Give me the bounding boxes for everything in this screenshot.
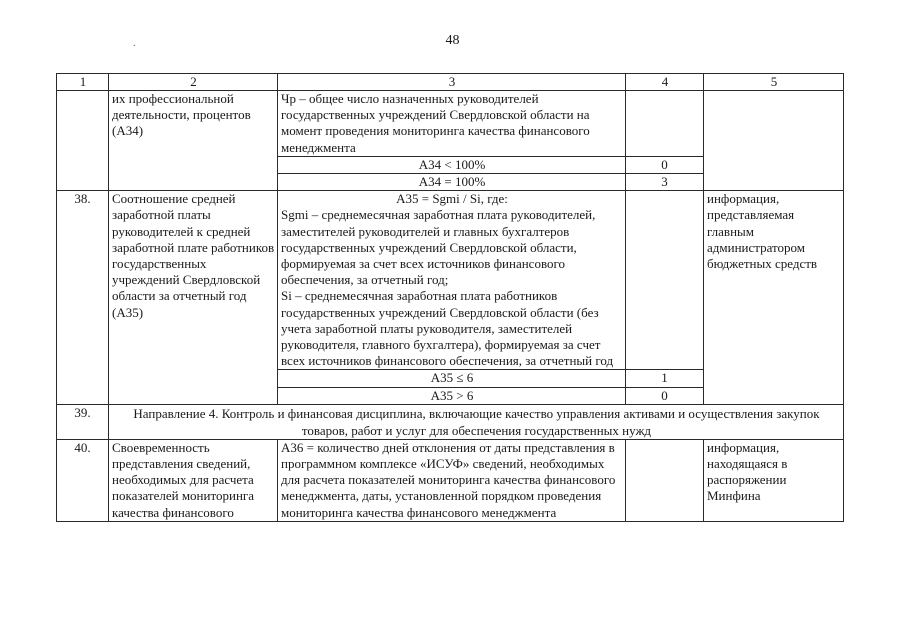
indicator-description-a35 [278, 191, 626, 370]
condition-a35-1: А35 ≤ 6 [278, 370, 626, 387]
page-number: 48 [445, 33, 460, 48]
section-heading: Направление 4. Контроль и финансовая дисциплина, включающие качество управления активами и осуществления закупок товаров, работ и услуг для обеспечения государственных нужд [109, 404, 844, 439]
table-row [57, 191, 844, 370]
condition-a34-2: А34 = 100% [278, 174, 626, 191]
condition-a34-1: А34 < 100% [278, 156, 626, 173]
formula-a35: А35 = Sgmi / Si, где: [396, 191, 508, 207]
indicator-description-a36: А36 = количество дней отклонения от даты представления в программном комплексе «ИСУФ» сведений, необходимых для расчета показателей мониторинга качества финансового менеджмента, даты, установленной порядком проведения мониторинга качества финансового менеджмента [278, 439, 626, 521]
table-row [57, 91, 844, 157]
score-a34-2: 3 [626, 174, 704, 191]
table-header-row [57, 74, 844, 91]
score-a34-1: 0 [626, 156, 704, 173]
indicators-table [56, 73, 844, 522]
header-col-2: 2 [109, 74, 278, 91]
row-number-40: 40. [57, 439, 109, 521]
score-a35-1: 1 [626, 370, 704, 387]
header-col-3: 3 [278, 74, 626, 91]
header-col-1: 1 [57, 74, 109, 91]
score-empty [626, 91, 704, 157]
stray-mark: . [133, 38, 136, 49]
score-a35-2: 0 [626, 387, 704, 404]
section-row [57, 404, 844, 439]
indicator-name-a36: Своевременность представления сведений, необходимых для расчета показателей мониторинга качества финансового [109, 439, 278, 521]
indicator-name-a35: Соотношение средней заработной платы руководителей к средней заработной плате работников государственных учреждений Свердловской области за отчетный год (А35) [109, 191, 278, 405]
row-number-39: 39. [57, 404, 109, 439]
definition-si: Si – среднемесячная заработная плата работников государственных учреждений Свердловской области (без учета заработной платы руководителя, заместителей руководителя, главного бухгалтера), формируемая за счет всех источников финансового обеспечения, за отчетный год [281, 288, 614, 369]
indicator-name-a34: их профессиональной деятельности, процентов (А34) [109, 91, 278, 191]
source-empty [704, 91, 844, 191]
definition-sgmi: Sgmi – среднемесячная заработная плата руководителей, заместителей руководителей и главных бухгалтеров государственных учреждений Свердловской области, формируемая за счет всех источников финансового обеспечения, за отчетный год; [281, 207, 596, 288]
row-number-38: 38. [57, 191, 109, 405]
condition-a35-2: А35 > 6 [278, 387, 626, 404]
header-col-5: 5 [704, 74, 844, 91]
table-row [57, 439, 844, 521]
source-a35: информация, представляемая главным администратором бюджетных средств [704, 191, 844, 405]
source-a36: информация, находящаяся в распоряжении Минфина [704, 439, 844, 521]
header-col-4: 4 [626, 74, 704, 91]
indicator-description-a34: Чр – общее число назначенных руководителей государственных учреждений Свердловской области на момент проведения мониторинга качества финансового менеджмента [278, 91, 626, 157]
row-number-empty [57, 91, 109, 191]
score-empty [626, 439, 704, 521]
score-empty [626, 191, 704, 370]
